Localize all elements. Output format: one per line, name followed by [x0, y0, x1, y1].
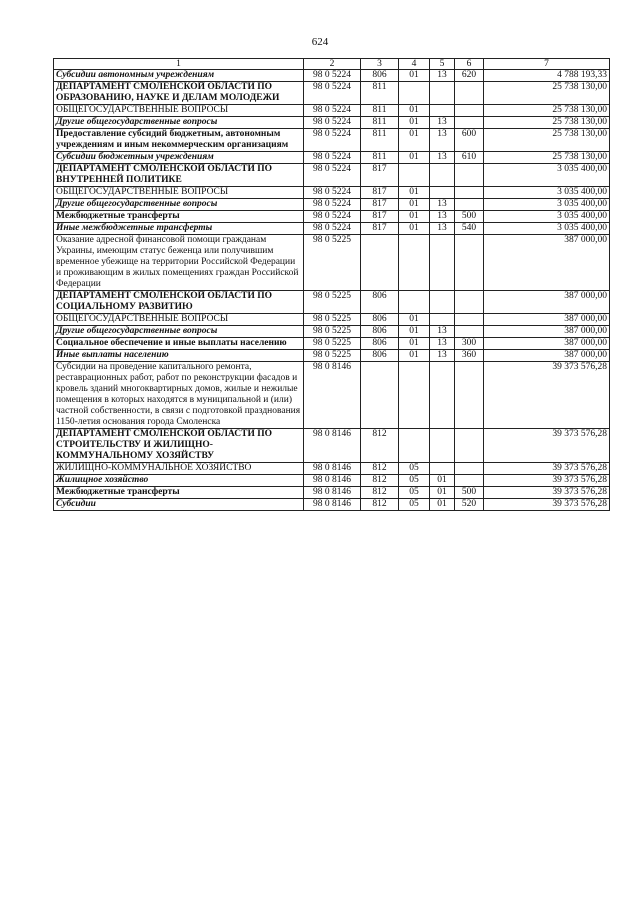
row-name: Межбюджетные трансферты	[54, 211, 304, 223]
table-row	[54, 487, 610, 499]
row-target-code: 98 0 8146	[304, 499, 361, 511]
table-row	[54, 164, 610, 187]
header-cell: 1	[54, 59, 304, 70]
row-target-code: 98 0 5224	[304, 105, 361, 117]
row-subsection-code: 13	[430, 211, 455, 223]
row-amount: 39 373 576,28	[484, 463, 610, 475]
header-cell: 4	[399, 59, 430, 70]
row-name: Другие общегосударственные вопросы	[54, 117, 304, 129]
row-grbs-code: 806	[361, 70, 399, 82]
row-name: Иные межбюджетные трансферты	[54, 223, 304, 235]
row-grbs-code: 817	[361, 211, 399, 223]
row-name: Субсидии на проведение капитального ремонта, реставрационных работ, работ по реконструкции фасадов и кровель зданий многоквартирных домов, жилые и нежилые помещения в которых находятся в муниципальной и (или) частной собственности, в связи с подготовкой празднования 1150-летия основания города Смоленска	[54, 362, 304, 429]
row-amount: 387 000,00	[484, 314, 610, 326]
row-subsection-code	[430, 429, 455, 463]
row-target-code: 98 0 8146	[304, 475, 361, 487]
row-subsection-code: 13	[430, 129, 455, 152]
row-target-code: 98 0 5225	[304, 291, 361, 314]
table-row	[54, 338, 610, 350]
row-grbs-code: 811	[361, 105, 399, 117]
page-number: 624	[311, 36, 329, 48]
row-target-code: 98 0 5224	[304, 187, 361, 199]
row-subsection-code: 13	[430, 70, 455, 82]
row-expense-type-code	[455, 105, 484, 117]
row-subsection-code: 13	[430, 326, 455, 338]
row-name: ОБЩЕГОСУДАРСТВЕННЫЕ ВОПРОСЫ	[54, 187, 304, 199]
row-amount: 387 000,00	[484, 291, 610, 314]
row-subsection-code	[430, 362, 455, 429]
table-row	[54, 463, 610, 475]
row-subsection-code	[430, 463, 455, 475]
row-grbs-code: 817	[361, 164, 399, 187]
table-row	[54, 82, 610, 105]
row-grbs-code: 812	[361, 429, 399, 463]
table-row	[54, 117, 610, 129]
row-section-code: 01	[399, 117, 430, 129]
row-subsection-code	[430, 164, 455, 187]
row-target-code: 98 0 8146	[304, 463, 361, 475]
row-expense-type-code	[455, 164, 484, 187]
row-name: ДЕПАРТАМЕНТ СМОЛЕНСКОЙ ОБЛАСТИ ПО ВНУТРЕННЕЙ ПОЛИТИКЕ	[54, 164, 304, 187]
row-section-code: 01	[399, 105, 430, 117]
row-section-code: 01	[399, 314, 430, 326]
row-expense-type-code: 540	[455, 223, 484, 235]
row-target-code: 98 0 5224	[304, 129, 361, 152]
row-section-code: 01	[399, 152, 430, 164]
row-target-code: 98 0 5224	[304, 70, 361, 82]
row-name: Субсидии бюджетным учреждениям	[54, 152, 304, 164]
row-name: Другие общегосударственные вопросы	[54, 199, 304, 211]
header-cell: 5	[430, 59, 455, 70]
table-row	[54, 70, 610, 82]
row-target-code: 98 0 5224	[304, 82, 361, 105]
row-name: Социальное обеспечение и иные выплаты населению	[54, 338, 304, 350]
row-expense-type-code	[455, 362, 484, 429]
row-section-code: 05	[399, 463, 430, 475]
row-grbs-code: 811	[361, 129, 399, 152]
row-name: ОБЩЕГОСУДАРСТВЕННЫЕ ВОПРОСЫ	[54, 105, 304, 117]
row-grbs-code	[361, 235, 399, 291]
row-section-code	[399, 429, 430, 463]
row-section-code: 01	[399, 338, 430, 350]
row-name: Иные выплаты населению	[54, 350, 304, 362]
row-grbs-code: 817	[361, 223, 399, 235]
row-section-code: 01	[399, 187, 430, 199]
row-subsection-code: 13	[430, 117, 455, 129]
row-section-code: 01	[399, 211, 430, 223]
row-expense-type-code: 600	[455, 129, 484, 152]
row-name: Межбюджетные трансферты	[54, 487, 304, 499]
row-target-code: 98 0 8146	[304, 362, 361, 429]
row-expense-type-code: 360	[455, 350, 484, 362]
row-target-code: 98 0 5225	[304, 338, 361, 350]
table-row	[54, 499, 610, 511]
row-subsection-code	[430, 187, 455, 199]
row-expense-type-code	[455, 326, 484, 338]
row-grbs-code: 806	[361, 314, 399, 326]
row-target-code: 98 0 5225	[304, 314, 361, 326]
row-grbs-code: 806	[361, 350, 399, 362]
row-section-code	[399, 82, 430, 105]
table-row	[54, 199, 610, 211]
row-target-code: 98 0 5224	[304, 117, 361, 129]
row-grbs-code: 811	[361, 152, 399, 164]
row-subsection-code: 13	[430, 338, 455, 350]
row-subsection-code: 13	[430, 223, 455, 235]
row-subsection-code	[430, 235, 455, 291]
row-name: ДЕПАРТАМЕНТ СМОЛЕНСКОЙ ОБЛАСТИ ПО СТРОИТЕЛЬСТВУ И ЖИЛИЩНО-КОММУНАЛЬНОМУ ХОЗЯЙСТВУ	[54, 429, 304, 463]
table-row	[54, 350, 610, 362]
row-name: Оказание адресной финансовой помощи гражданам Украины, имеющим статус беженца или получившим временное убежище на территории Российской Федерации и проживающим в жилых помещениях граждан Российской Федерации	[54, 235, 304, 291]
row-grbs-code	[361, 362, 399, 429]
row-target-code: 98 0 8146	[304, 487, 361, 499]
table-row	[54, 223, 610, 235]
row-section-code	[399, 164, 430, 187]
row-section-code: 01	[399, 223, 430, 235]
table-header-row	[54, 59, 610, 70]
row-expense-type-code: 610	[455, 152, 484, 164]
table-row	[54, 314, 610, 326]
table-row	[54, 105, 610, 117]
row-expense-type-code: 620	[455, 70, 484, 82]
table-row	[54, 152, 610, 164]
row-expense-type-code	[455, 187, 484, 199]
row-target-code: 98 0 5224	[304, 211, 361, 223]
table-row	[54, 475, 610, 487]
table-row	[54, 187, 610, 199]
row-amount: 3 035 400,00	[484, 187, 610, 199]
table-row	[54, 235, 610, 291]
header-cell: 3	[361, 59, 399, 70]
row-section-code: 01	[399, 129, 430, 152]
row-target-code: 98 0 8146	[304, 429, 361, 463]
row-name: ЖИЛИЩНО-КОММУНАЛЬНОЕ ХОЗЯЙСТВО	[54, 463, 304, 475]
row-expense-type-code: 300	[455, 338, 484, 350]
row-amount: 387 000,00	[484, 326, 610, 338]
row-expense-type-code	[455, 235, 484, 291]
row-expense-type-code	[455, 429, 484, 463]
row-amount: 387 000,00	[484, 338, 610, 350]
row-name: Другие общегосударственные вопросы	[54, 326, 304, 338]
row-amount: 39 373 576,28	[484, 362, 610, 429]
row-section-code: 01	[399, 70, 430, 82]
row-expense-type-code	[455, 117, 484, 129]
row-target-code: 98 0 5224	[304, 152, 361, 164]
row-name: ОБЩЕГОСУДАРСТВЕННЫЕ ВОПРОСЫ	[54, 314, 304, 326]
table-row	[54, 291, 610, 314]
row-subsection-code	[430, 314, 455, 326]
row-subsection-code	[430, 105, 455, 117]
row-expense-type-code	[455, 475, 484, 487]
row-amount: 25 738 130,00	[484, 82, 610, 105]
row-expense-type-code	[455, 314, 484, 326]
row-amount: 39 373 576,28	[484, 487, 610, 499]
row-grbs-code: 806	[361, 291, 399, 314]
row-subsection-code: 01	[430, 475, 455, 487]
table-row	[54, 211, 610, 223]
row-section-code: 05	[399, 499, 430, 511]
row-section-code	[399, 362, 430, 429]
row-grbs-code: 811	[361, 82, 399, 105]
row-name: Предоставление субсидий бюджетным, автономным учреждениям и иным некоммерческим организациям	[54, 129, 304, 152]
row-expense-type-code: 500	[455, 211, 484, 223]
row-expense-type-code	[455, 463, 484, 475]
row-amount: 3 035 400,00	[484, 211, 610, 223]
row-target-code: 98 0 5224	[304, 199, 361, 211]
row-amount: 25 738 130,00	[484, 117, 610, 129]
row-amount: 25 738 130,00	[484, 129, 610, 152]
row-subsection-code: 01	[430, 487, 455, 499]
row-name: ДЕПАРТАМЕНТ СМОЛЕНСКОЙ ОБЛАСТИ ПО ОБРАЗОВАНИЮ, НАУКЕ И ДЕЛАМ МОЛОДЕЖИ	[54, 82, 304, 105]
header-cell: 2	[304, 59, 361, 70]
row-grbs-code: 811	[361, 117, 399, 129]
row-expense-type-code	[455, 291, 484, 314]
row-amount: 4 788 193,33	[484, 70, 610, 82]
table-row	[54, 129, 610, 152]
row-section-code: 05	[399, 487, 430, 499]
row-amount: 39 373 576,28	[484, 429, 610, 463]
row-section-code: 01	[399, 199, 430, 211]
table-row	[54, 326, 610, 338]
row-grbs-code: 817	[361, 187, 399, 199]
row-name: Субсидии	[54, 499, 304, 511]
row-expense-type-code	[455, 199, 484, 211]
row-amount: 3 035 400,00	[484, 223, 610, 235]
row-target-code: 98 0 5225	[304, 235, 361, 291]
row-subsection-code: 13	[430, 199, 455, 211]
row-grbs-code: 806	[361, 338, 399, 350]
row-section-code: 01	[399, 326, 430, 338]
row-target-code: 98 0 5224	[304, 164, 361, 187]
row-amount: 25 738 130,00	[484, 152, 610, 164]
header-cell: 6	[455, 59, 484, 70]
row-amount: 25 738 130,00	[484, 105, 610, 117]
row-amount: 39 373 576,28	[484, 475, 610, 487]
row-amount: 3 035 400,00	[484, 164, 610, 187]
row-section-code	[399, 235, 430, 291]
row-grbs-code: 812	[361, 499, 399, 511]
row-amount: 387 000,00	[484, 235, 610, 291]
row-grbs-code: 812	[361, 475, 399, 487]
row-section-code: 05	[399, 475, 430, 487]
row-grbs-code: 817	[361, 199, 399, 211]
row-subsection-code	[430, 82, 455, 105]
row-grbs-code: 812	[361, 487, 399, 499]
row-grbs-code: 812	[361, 463, 399, 475]
row-name: Жилищное хозяйство	[54, 475, 304, 487]
row-amount: 39 373 576,28	[484, 499, 610, 511]
row-subsection-code: 01	[430, 499, 455, 511]
row-section-code	[399, 291, 430, 314]
row-section-code: 01	[399, 350, 430, 362]
row-expense-type-code: 500	[455, 487, 484, 499]
row-target-code: 98 0 5225	[304, 350, 361, 362]
header-cell: 7	[484, 59, 610, 70]
row-expense-type-code	[455, 82, 484, 105]
row-amount: 3 035 400,00	[484, 199, 610, 211]
row-amount: 387 000,00	[484, 350, 610, 362]
row-expense-type-code: 520	[455, 499, 484, 511]
table-row	[54, 429, 610, 463]
row-target-code: 98 0 5224	[304, 223, 361, 235]
row-target-code: 98 0 5225	[304, 326, 361, 338]
row-grbs-code: 806	[361, 326, 399, 338]
row-subsection-code: 13	[430, 152, 455, 164]
row-name: Субсидии автономным учреждениям	[54, 70, 304, 82]
table-row	[54, 362, 610, 429]
table-body	[54, 59, 610, 511]
row-subsection-code: 13	[430, 350, 455, 362]
row-name: ДЕПАРТАМЕНТ СМОЛЕНСКОЙ ОБЛАСТИ ПО СОЦИАЛЬНОМУ РАЗВИТИЮ	[54, 291, 304, 314]
row-subsection-code	[430, 291, 455, 314]
budget-table	[53, 58, 610, 511]
